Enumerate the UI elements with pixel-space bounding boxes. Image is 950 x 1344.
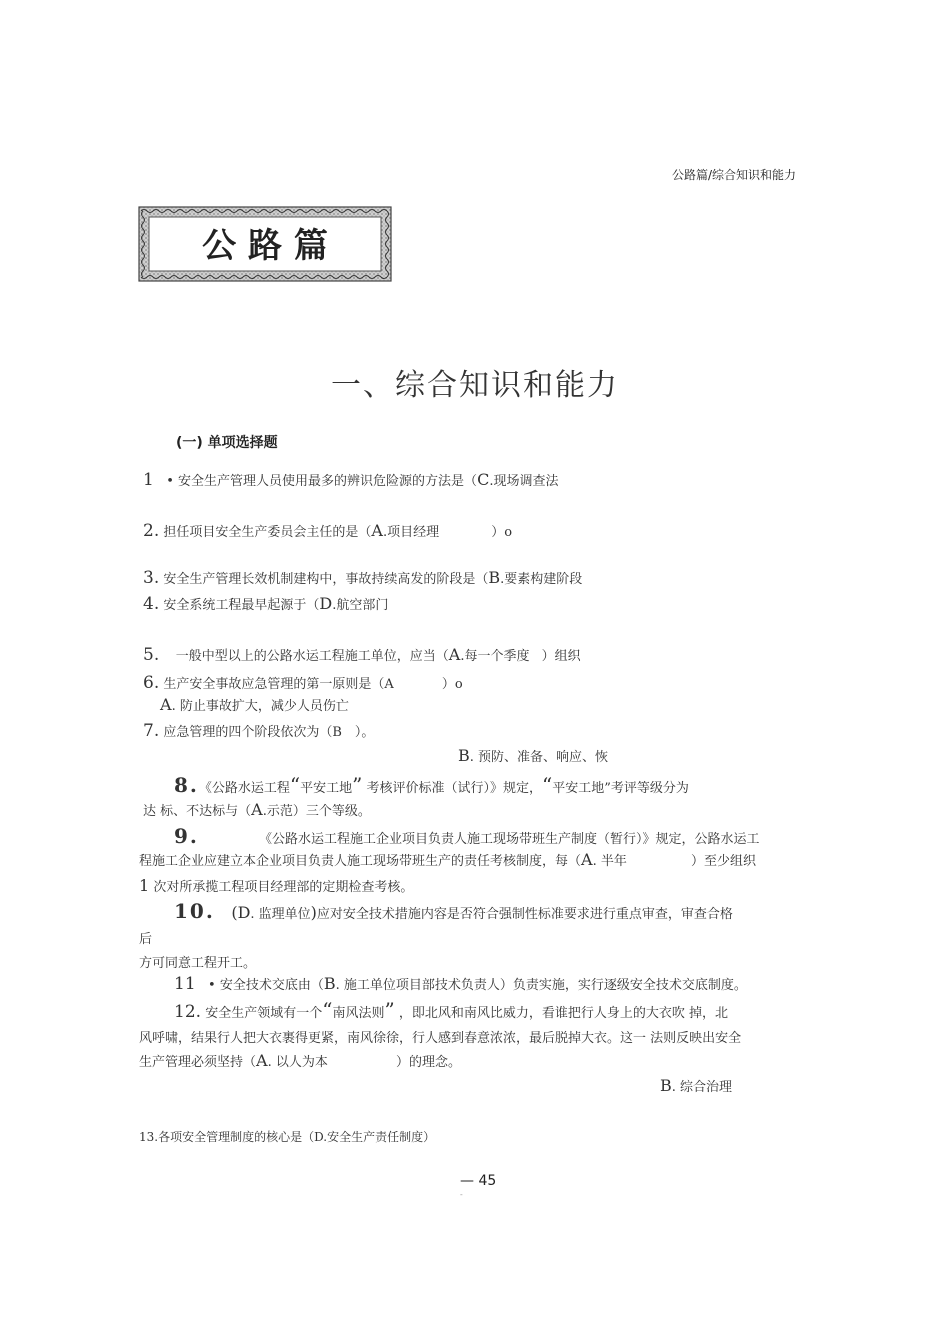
question-text-c: 平安工地”考评等级分为 xyxy=(552,781,689,796)
option-letter: B xyxy=(660,1076,672,1095)
question-text: 担任项目安全生产委员会主任的是（ xyxy=(163,525,372,540)
answer-letter: A xyxy=(384,677,394,692)
answer-letter: A xyxy=(256,1051,268,1070)
answer-letter: A xyxy=(251,800,263,819)
question-1 xyxy=(143,470,558,490)
answer-letter: A xyxy=(448,645,461,664)
chapter-banner xyxy=(137,205,393,283)
answer-letter: C xyxy=(477,470,490,489)
question-number: 11 xyxy=(174,974,196,994)
question-12-option: B. 综合治理 xyxy=(660,1076,733,1095)
question-8: 8.《公路水运工程“平安工地” 考核评价标准（试行）》规定，“平安工地”考评等级分为 xyxy=(174,773,689,797)
option-text: . 预防、准备、响应、恢 xyxy=(469,750,609,765)
answer-letter: D xyxy=(319,594,333,613)
question-number: 10. xyxy=(174,899,215,923)
question-12-line2: 风呼啸，结果行人把大衣裹得更紧，南风徐徐，行人感到春意浓浓，最后脱掉大衣。这一 法则反映出安全 xyxy=(139,1031,742,1046)
question-4 xyxy=(143,594,388,614)
answer-letter: B xyxy=(488,568,501,587)
question-text: 应急管理的四个阶段依次为（B ）。 xyxy=(163,725,375,740)
question-text: 一般中型以上的公路水运工程施工单位，应当（ xyxy=(175,649,449,664)
banner-title: 公 路 篇 xyxy=(202,226,328,266)
answer-letter: B xyxy=(323,974,336,993)
question-text: 生产安全事故应急管理的第一原则是（ xyxy=(163,677,385,692)
answer-letter: A xyxy=(371,521,383,540)
answer-text: .要素构建阶段 xyxy=(500,572,583,587)
question-12: 12. 安全生产领域有一个“南风法则” ，即北风和南风比威力，看谁把行人身上的大衣吹 掉，北 xyxy=(174,998,728,1022)
question-tail: ）o xyxy=(441,677,463,692)
question-8-line2: 达 标、不达标与（A.示范）三个等级。 xyxy=(143,800,371,819)
question-number: 3. xyxy=(143,568,160,588)
question-tail: ）o xyxy=(491,525,513,540)
answer-text: .现场调查法 xyxy=(489,474,559,489)
question-number: 8. xyxy=(174,773,199,797)
question-6 xyxy=(143,673,463,693)
subsection-title: (一) 单项选择题 xyxy=(176,435,278,451)
question-number: 6. xyxy=(143,673,160,693)
question-6-option xyxy=(160,695,349,714)
section-title: 一、综合知识和能力 xyxy=(331,368,619,403)
option-letter: B xyxy=(458,746,470,765)
question-number: 7. xyxy=(143,721,160,741)
question-2 xyxy=(143,521,512,541)
answer-letter: A xyxy=(581,850,593,869)
question-10: 10. (D. 监理单位)应对安全技术措施内容是否符合强制性标准要求进行重点审查，审查合格 xyxy=(174,899,733,923)
question-5 xyxy=(143,645,581,665)
question-7-option xyxy=(458,746,608,765)
question-10-line2: 后 xyxy=(139,932,153,947)
question-12-line3: 生产管理必须坚持（A. 以人为本 ）的理念。 xyxy=(139,1051,461,1070)
answer-text: .航空部门 xyxy=(332,598,389,613)
page-number: — 45 xyxy=(460,1173,497,1189)
option-text: . 防止事故扩大，减少人员伤亡 xyxy=(171,699,349,714)
bullet: • xyxy=(166,474,174,489)
question-7 xyxy=(143,721,374,741)
question-number: 5. xyxy=(143,645,160,665)
question-11: 11 • 安全技术交底由（B. 施工单位项目部技术负责人）负责实施，实行逐级安全技术交底制度。 xyxy=(174,974,747,994)
answer-text: .项目经理 xyxy=(382,525,440,540)
question-text: 安全生产管理长效机制建构中，事故持续高发的阶段是（ xyxy=(163,572,489,587)
question-9: 9. 《公路水运工程施工企业项目负责人施工现场带班生产制度（暂行）》规定，公路水运工 xyxy=(174,824,760,848)
question-3 xyxy=(143,568,582,588)
question-number: 2. xyxy=(143,521,160,541)
question-number: 9. xyxy=(174,824,199,848)
question-text-b: 考核评价标准（试行）》规定， xyxy=(366,781,543,796)
question-text: 安全生产管理人员使用最多的辨识危险源的方法是（ xyxy=(178,474,478,489)
answer-text: .每一个季度 xyxy=(460,649,530,664)
ornamental-frame xyxy=(137,205,393,283)
question-9-line3: 1 次对所承揽工程项目经理部的定期检查考核。 xyxy=(139,876,414,895)
question-text: 安全系统工程最早起源于（ xyxy=(163,598,320,613)
question-number: 4. xyxy=(143,594,160,614)
question-number: 12. xyxy=(174,1002,202,1022)
question-13: 13.各项安全管理制度的核心是（D.安全生产责任制度） xyxy=(139,1130,436,1144)
footer-tick: - xyxy=(460,1190,463,1199)
question-tail: ）组织 xyxy=(541,649,581,664)
question-10-line3: 方可同意工程开工。 xyxy=(139,956,257,971)
question-text-a: 《公路水运工程 xyxy=(198,781,290,796)
option-letter: A xyxy=(160,695,172,714)
question-9-line2: 程施工企业应建立本企业项目负责人施工现场带班生产的责任考核制度，每（A. 半年 ）至少组织 xyxy=(139,850,756,869)
question-number: 1 xyxy=(143,470,154,490)
answer-letter: D xyxy=(237,903,251,922)
running-header: 公路篇/综合知识和能力 xyxy=(672,168,797,182)
